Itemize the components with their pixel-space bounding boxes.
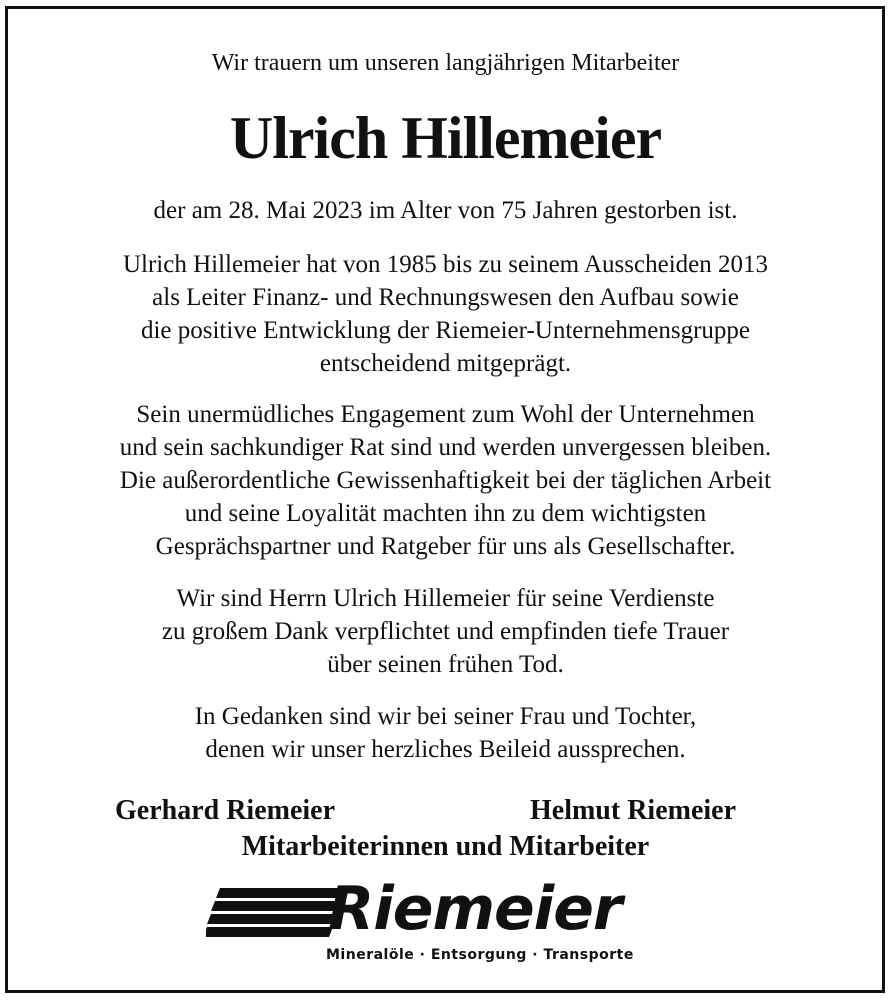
paragraph1-line: als Leiter Finanz- und Rechnungswesen den Aufbau sowie	[152, 284, 739, 311]
signature-helmut: Helmut Riemeier	[530, 795, 737, 826]
death-line: der am 28. Mai 2023 im Alter von 75 Jahren gestorben ist.	[153, 197, 738, 224]
paragraph3-line: Wir sind Herrn Ulrich Hillemeier für seine Verdienste	[176, 585, 715, 612]
paragraph2-line: Sein unermüdliches Engagement zum Wohl der Unternehmen	[136, 401, 755, 428]
paragraph3-line: zu großem Dank verpflichtet und empfinden tiefe Trauer	[161, 618, 730, 645]
logo-tagline: Mineralöle · Entsorgung · Transporte	[326, 947, 634, 963]
logo-speed-bars-icon	[206, 888, 346, 938]
intro-line: Wir trauern um unseren langjährigen Mitarbeiter	[211, 50, 680, 76]
paragraph3-line: über seinen frühen Tod.	[327, 651, 564, 678]
riemeier-logo	[206, 874, 696, 972]
paragraph2-line: Die außerordentliche Gewissenhaftigkeit bei der täglichen Arbeit	[119, 467, 772, 494]
paragraph4-line: denen wir unser herzliches Beileid aussprechen.	[205, 736, 686, 763]
signature-staff: Mitarbeiterinnen und Mitarbeiter	[241, 831, 650, 862]
paragraph1-line: entscheidend mitgeprägt.	[319, 350, 572, 377]
logo-wordmark: Riemeier	[328, 874, 622, 944]
paragraph1-line: die positive Entwicklung der Riemeier-Unternehmensgruppe	[140, 317, 751, 344]
deceased-name: Ulrich Hillemeier	[229, 105, 662, 171]
paragraph4-line: In Gedanken sind wir bei seiner Frau und Tochter,	[194, 703, 697, 730]
paragraph2-line: Gesprächspartner und Ratgeber für uns als Gesellschafter.	[155, 533, 736, 560]
paragraph1-line: Ulrich Hillemeier hat von 1985 bis zu seinem Ausscheiden 2013	[122, 251, 768, 278]
paragraph2-line: und seine Loyalität machten ihn zu dem wichtigsten	[184, 500, 707, 527]
paragraph2-line: und sein sachkundiger Rat sind und werden unvergessen bleiben.	[119, 434, 772, 461]
signature-gerhard: Gerhard Riemeier	[115, 795, 336, 826]
